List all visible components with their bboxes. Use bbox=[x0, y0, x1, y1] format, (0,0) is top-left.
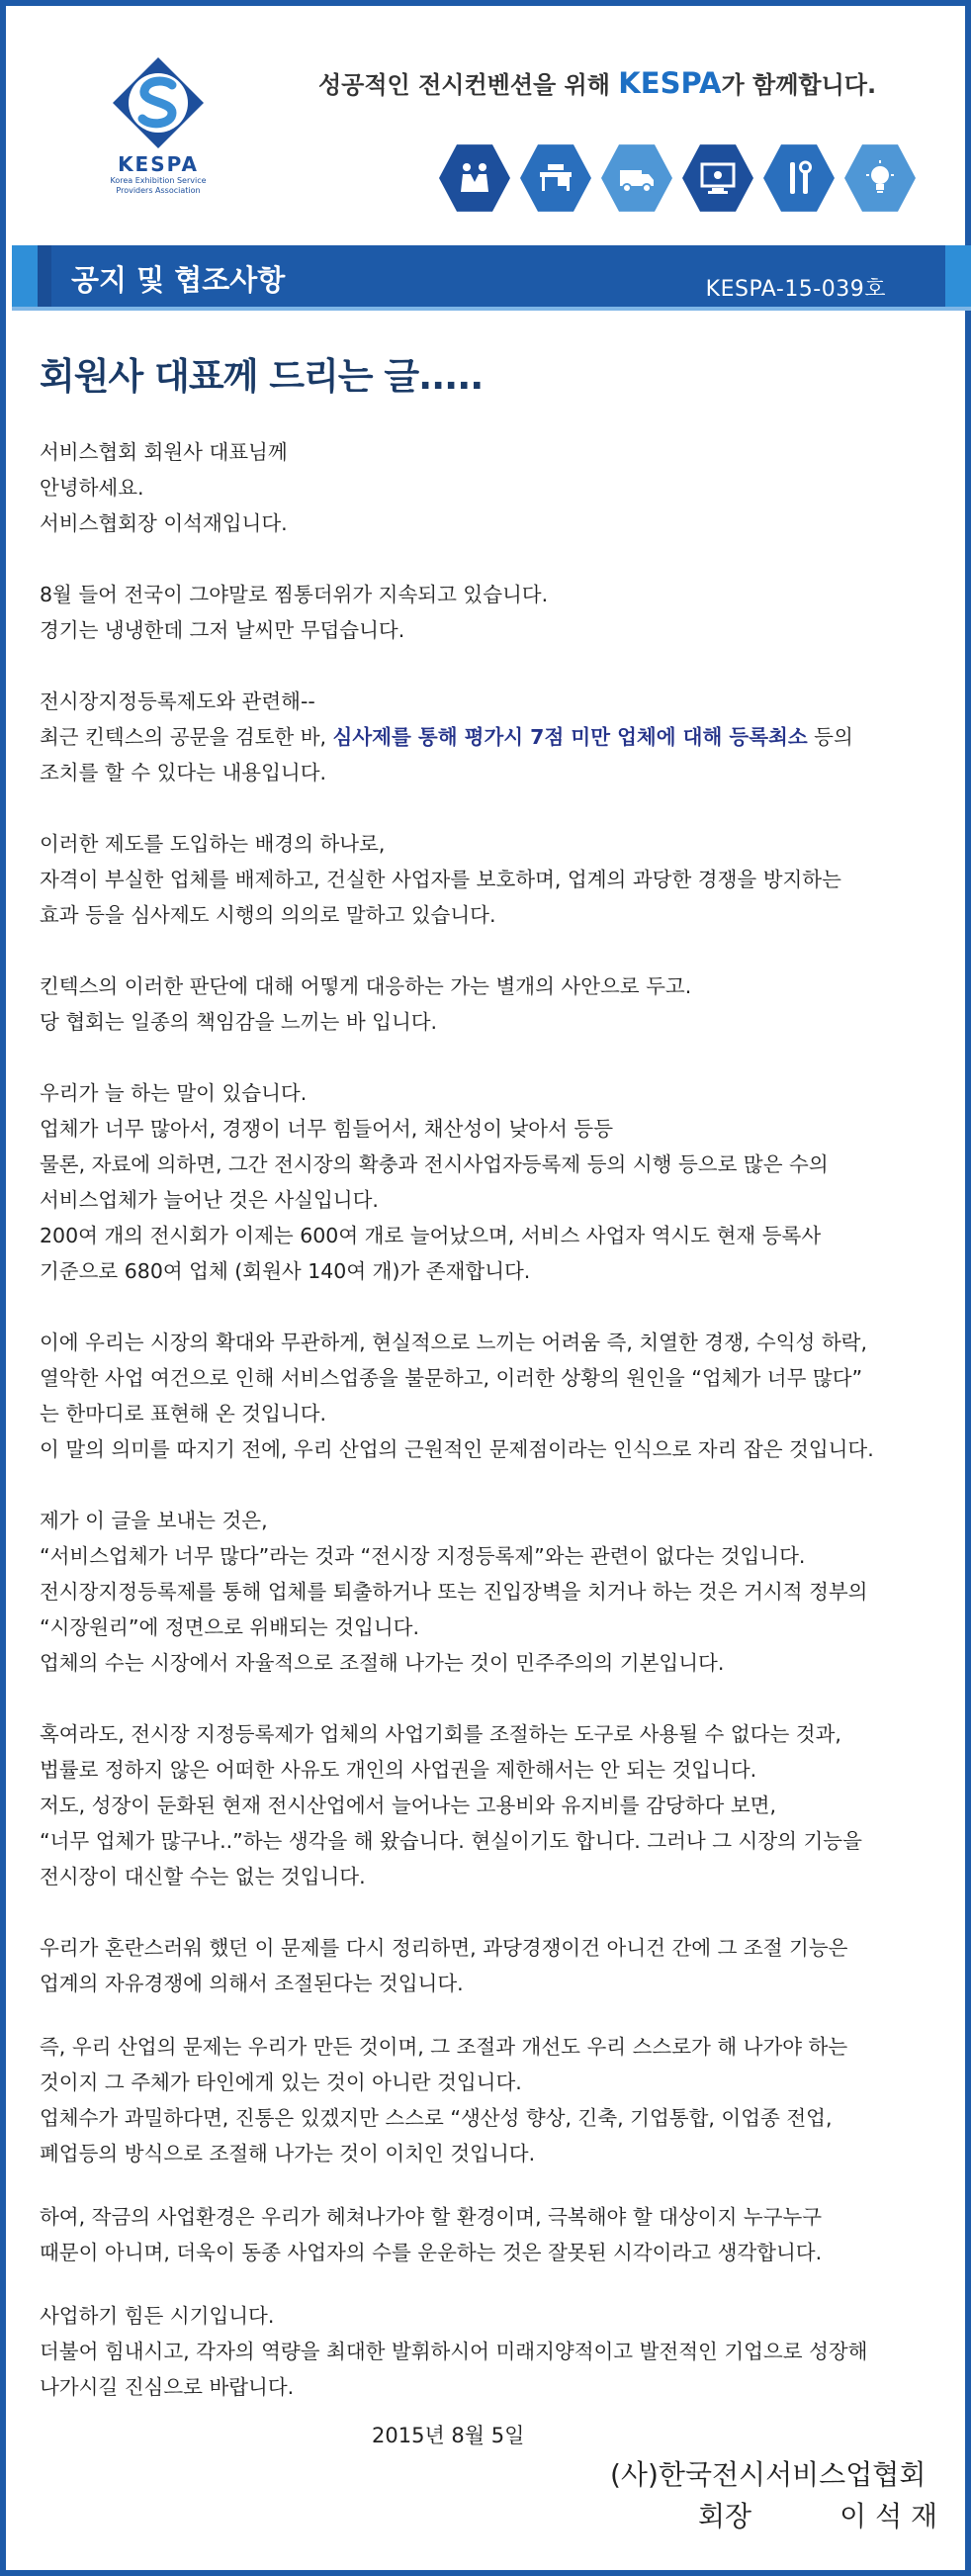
body-line: 업체가 너무 많아서, 경쟁이 너무 힘들어서, 채산성이 낮아서 등등 bbox=[40, 1117, 614, 1141]
body-line: 더불어 힘내시고, 각자의 역량을 최대한 발휘하시어 미래지양적이고 발전적인 기업으로 성장해 bbox=[40, 2340, 868, 2363]
body-line: 이 말의 의미를 따지기 전에, 우리 산업의 근원적인 문제점이라는 인식으로 자리 잡은 것입니다. bbox=[40, 1437, 874, 1461]
body-line: “서비스업체가 너무 많다”라는 것과 “전시장 지정등록제”와는 관련이 없다는 것입니다. bbox=[40, 1544, 806, 1568]
body-line: 자격이 부실한 업체를 배제하고, 건실한 사업자를 보호하며, 업계의 과당한 경쟁을 방지하는 bbox=[40, 868, 841, 891]
signer-role: 회장 bbox=[698, 2500, 752, 2532]
signer-name: 이 석 재 bbox=[839, 2500, 938, 2532]
paragraph-summary bbox=[40, 1930, 949, 2001]
kespa-emblem-icon bbox=[111, 55, 206, 150]
logo-subtitle-line-1: Korea Exhibition Service bbox=[110, 176, 207, 185]
paragraph-regulation bbox=[40, 1716, 949, 1894]
body-line: 서비스협회 회원사 대표님께 bbox=[40, 440, 288, 464]
paragraph-closing bbox=[40, 2298, 949, 2405]
body-line: 것이지 그 주체가 타인에게 있는 것이 아니란 것입니다. bbox=[40, 2070, 522, 2094]
body-line: “너무 업체가 많구나..”하는 생각을 해 왔습니다. 현실이기도 합니다. 그러나 그 시장의 기능을 bbox=[40, 1829, 862, 1853]
body-line: 제가 이 글을 보내는 것은, bbox=[40, 1509, 268, 1532]
paragraph-market bbox=[40, 1325, 949, 1467]
document-code: KESPA-15-039호 bbox=[705, 277, 886, 302]
body-line: 이에 우리는 시장의 확대와 무관하게, 현실적으로 느끼는 어려움 즉, 치열한 경쟁, 수익성 하락, bbox=[40, 1331, 867, 1354]
body-line: 열악한 사업 여건으로 인해 서비스업종을 불문하고, 이러한 상황의 원인을 “업체가 너무 많다” bbox=[40, 1366, 863, 1390]
paragraph-background bbox=[40, 826, 949, 933]
body-line: 나가시길 진심으로 바랍니다. bbox=[40, 2375, 295, 2399]
page-title: 회원사 대표께 드리는 글..... bbox=[40, 355, 484, 398]
tools-icon bbox=[763, 142, 835, 214]
body-line: 즉, 우리 산업의 문제는 우리가 만든 것이며, 그 조절과 개선도 우리 스스로가 해 나가야 하는 bbox=[40, 2035, 848, 2059]
slogan-text-before: 성공적인 전시컨벤션을 위해 bbox=[318, 71, 619, 99]
logo-wordmark: KESPA bbox=[118, 152, 199, 176]
body-line: 서비스협회장 이석재입니다. bbox=[40, 511, 288, 535]
body-line: 효과 등을 심사제도 시행의 의의로 말하고 있습니다. bbox=[40, 903, 496, 927]
desk-icon bbox=[520, 142, 591, 214]
body-line: 때문이 아니며, 더욱이 동종 사업자의 수를 운운하는 것은 잘못된 시각이라고 생각합니다. bbox=[40, 2241, 823, 2264]
paragraph-industry bbox=[40, 2029, 949, 2171]
slogan-accent: KESPA bbox=[618, 66, 722, 100]
paragraph-designation bbox=[40, 684, 949, 790]
paragraph-weather bbox=[40, 577, 949, 648]
handshake-icon bbox=[439, 142, 510, 214]
body-line: 전시장지정등록제를 통해 업체를 퇴출하거나 또는 진입장벽을 치거나 하는 것은 거시적 정부의 bbox=[40, 1580, 868, 1604]
signature-block bbox=[698, 2495, 937, 2534]
body-line: 업계의 자유경쟁에 의해서 조절된다는 것입니다. bbox=[40, 1972, 464, 1995]
paragraph-purpose bbox=[40, 1503, 949, 1681]
paragraph-environment bbox=[40, 2199, 949, 2270]
body-line: 전시장지정등록제도와 관련해-- bbox=[40, 690, 315, 713]
body-line-kintex bbox=[40, 719, 949, 755]
body-line: 사업하기 힘든 시기입니다. bbox=[40, 2304, 275, 2328]
body-line: 업체수가 과밀하다면, 진통은 있겠지만 스스로 “생산성 향상, 긴축, 기업통합, 이업종 전업, bbox=[40, 2106, 833, 2130]
body-line: 법률로 정하지 않은 어떠한 사유도 개인의 사업권을 제한해서는 안 되는 것입니다. bbox=[40, 1758, 757, 1782]
notice-bar bbox=[12, 245, 971, 307]
paragraph-responsibility bbox=[40, 968, 949, 1040]
body-line: 전시장이 대신할 수는 없는 것입니다. bbox=[40, 1865, 366, 1888]
body-line: 안녕하세요. bbox=[40, 476, 144, 500]
monitor-icon bbox=[682, 142, 753, 214]
notice-bar-title: 공지 및 협조사항 bbox=[71, 263, 286, 297]
slogan-text-after: 가 함께합니다. bbox=[721, 71, 877, 99]
body-line: 이러한 제도를 도입하는 배경의 하나로, bbox=[40, 832, 386, 856]
body-line: 저도, 성장이 둔화된 현재 전시산업에서 늘어나는 고용비와 유지비를 감당하다 보면, bbox=[40, 1794, 776, 1817]
body-line: 킨텍스의 이러한 판단에 대해 어떻게 대응하는 가는 별개의 사안으로 두고. bbox=[40, 974, 692, 998]
body-line: 조치를 할 수 있다는 내용입니다. bbox=[40, 761, 327, 784]
kintex-after: 등의 bbox=[807, 725, 853, 749]
bar-left-stripe-inner bbox=[38, 245, 51, 307]
body-line: 물론, 자료에 의하면, 그간 전시장의 확충과 전시사업자등록제 등의 시행 등으로 많은 수의 bbox=[40, 1152, 829, 1176]
body-line: 업체의 수는 시장에서 자율적으로 조절해 나가는 것이 민주주의의 기본입니다. bbox=[40, 1651, 725, 1675]
body-line: 우리가 혼란스러워 했던 이 문제를 다시 정리하면, 과당경쟁이건 아니건 간에 그 조절 기능은 bbox=[40, 1936, 848, 1960]
letter-date: 2015년 8월 5일 bbox=[372, 2424, 525, 2447]
body-line: 8월 들어 전국이 그야말로 찜통더위가 지속되고 있습니다. bbox=[40, 583, 549, 606]
body-line: 하여, 작금의 사업환경은 우리가 헤쳐나가야 할 환경이며, 극복해야 할 대상이지 누구누구 bbox=[40, 2205, 823, 2229]
lightbulb-icon bbox=[844, 142, 916, 214]
bar-left-stripe bbox=[12, 245, 38, 307]
logo-subtitle-line-2: Providers Association bbox=[116, 186, 201, 195]
letter-body bbox=[40, 434, 949, 2440]
header bbox=[12, 12, 971, 241]
bar-right-stripe bbox=[945, 245, 971, 307]
body-line: 우리가 늘 하는 말이 있습니다. bbox=[40, 1081, 308, 1105]
service-icon-row bbox=[439, 142, 953, 216]
body-line: 는 한마디로 표현해 온 것입니다. bbox=[40, 1402, 327, 1426]
body-line: 서비스업체가 늘어난 것은 사실입니다. bbox=[40, 1188, 379, 1212]
bar-underline bbox=[12, 307, 971, 311]
truck-icon bbox=[601, 142, 672, 214]
body-line: 경기는 냉냉한데 그저 날씨만 무덥습니다. bbox=[40, 618, 405, 642]
body-line: 혹여라도, 전시장 지정등록제가 업체의 사업기회를 조절하는 도구로 사용될 수 없다는 것과, bbox=[40, 1722, 841, 1746]
kintex-highlight: 심사제를 통해 평가시 7점 미만 업체에 대해 등록최소 bbox=[332, 725, 808, 749]
paragraph-greeting bbox=[40, 434, 949, 541]
body-line: 200여 개의 전시회가 이제는 600여 개로 늘어났으며, 서비스 사업자 역시도 현재 등록사 bbox=[40, 1224, 822, 1247]
kintex-before: 최근 킨텍스의 공문을 검토한 바, bbox=[40, 725, 333, 749]
body-line: 당 협회는 일종의 책임감을 느끼는 바 입니다. bbox=[40, 1010, 438, 1034]
slogan bbox=[318, 65, 931, 100]
organization-name: (사)한국전시서비스업협회 bbox=[610, 2458, 927, 2491]
kespa-logo bbox=[99, 55, 218, 194]
body-line: 기준으로 680여 업체 (회원사 140여 개)가 존재합니다. bbox=[40, 1259, 531, 1283]
body-line: 폐업등의 방식으로 조절해 나가는 것이 이치인 것입니다. bbox=[40, 2142, 536, 2165]
paragraph-common-saying bbox=[40, 1075, 949, 1289]
body-line: “시장원리”에 정면으로 위배되는 것입니다. bbox=[40, 1615, 419, 1639]
